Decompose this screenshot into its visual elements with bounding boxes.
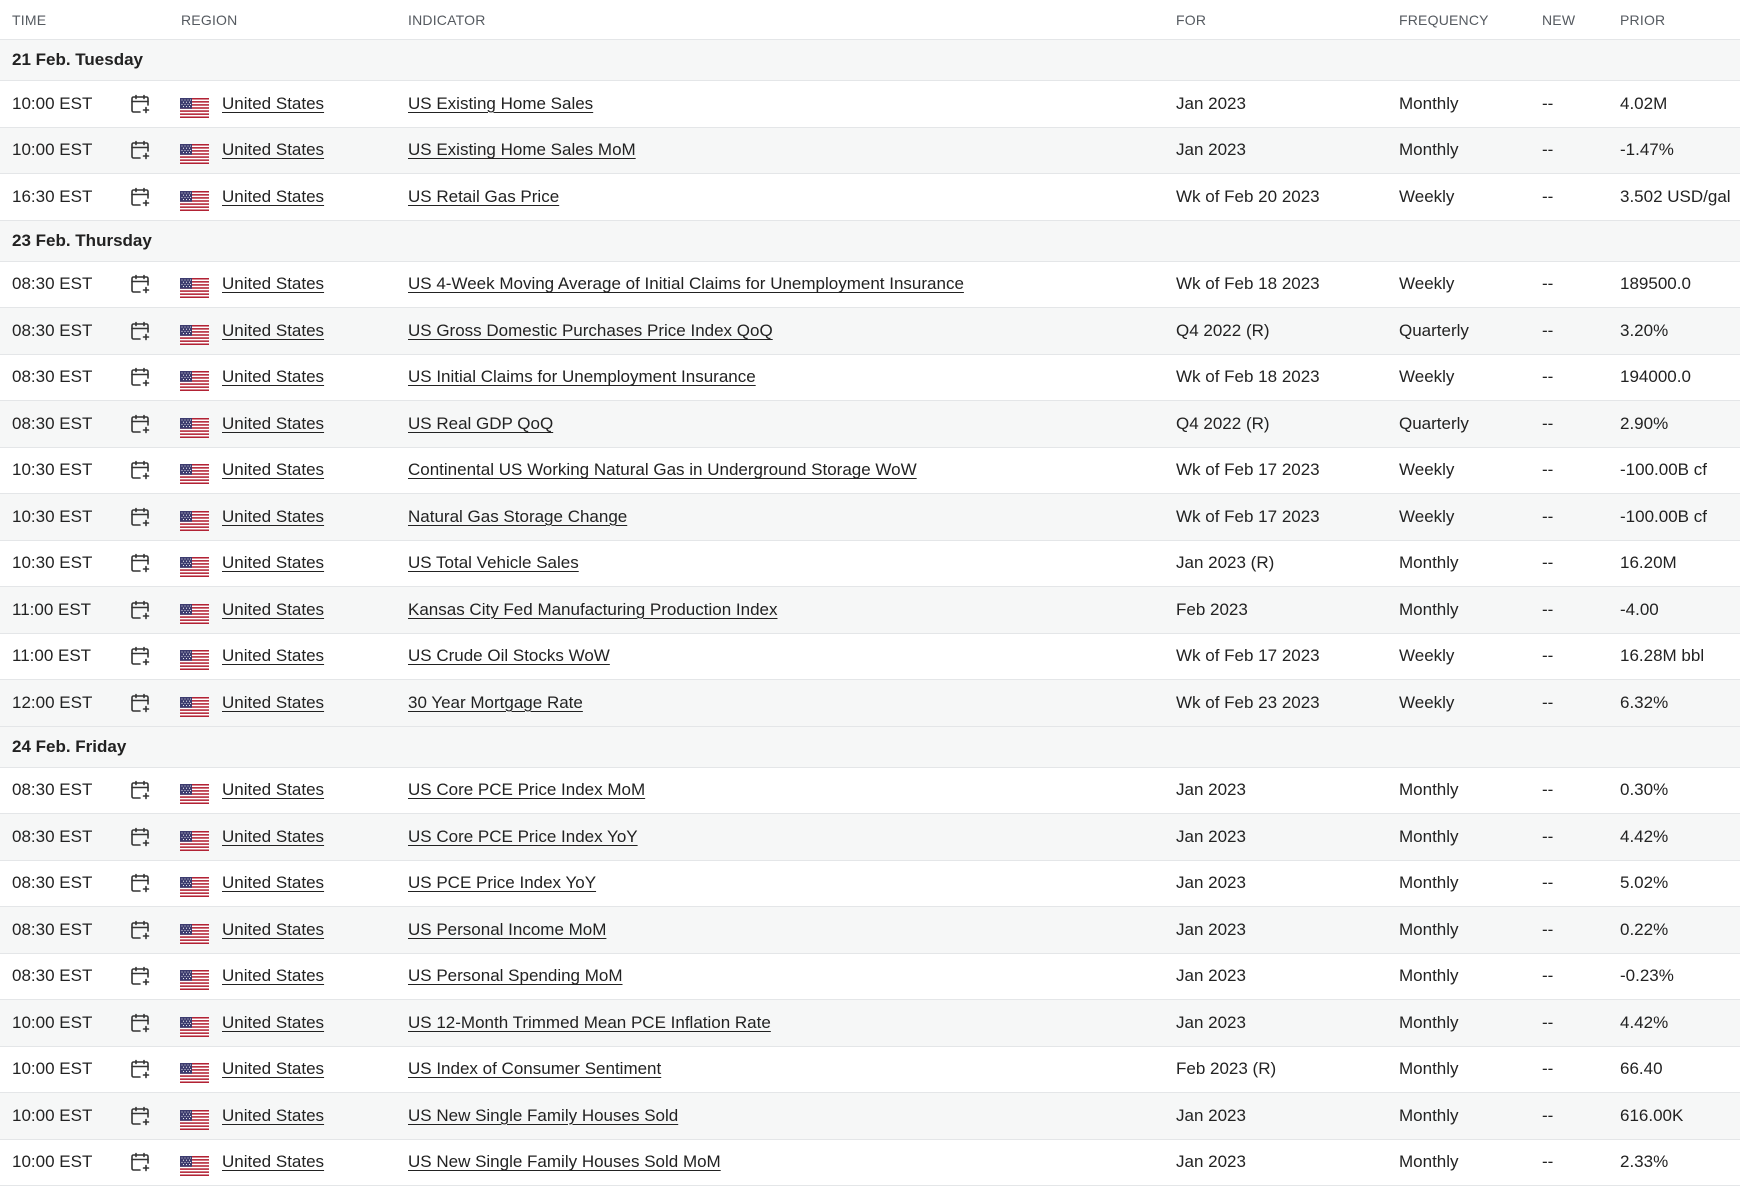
new-value: -- (1542, 413, 1554, 433)
calendar-add-icon[interactable] (129, 366, 151, 388)
new-value: -- (1542, 320, 1554, 340)
date-group-header (0, 221, 1740, 262)
period-for: Jan 2023 (1176, 140, 1246, 160)
indicator-link[interactable]: US Core PCE Price Index YoY (408, 826, 638, 846)
indicator-link[interactable]: US Gross Domestic Purchases Price Index QoQ (408, 320, 773, 340)
indicator-link[interactable]: US Total Vehicle Sales (408, 553, 579, 573)
new-value: -- (1542, 140, 1554, 160)
table-row (0, 768, 1740, 815)
region-link[interactable]: United States (222, 93, 325, 113)
column-header-new[interactable]: NEW (1542, 11, 1576, 28)
table-row (0, 81, 1740, 128)
prior-value: 16.28M bbl (1620, 646, 1705, 666)
release-time: 08:30 EST (12, 873, 93, 893)
calendar-add-icon[interactable] (129, 919, 151, 941)
period-for: Wk of Feb 23 2023 (1176, 692, 1320, 712)
calendar-add-icon[interactable] (129, 186, 151, 208)
prior-value: 4.02M (1620, 93, 1668, 113)
us-flag-icon (180, 191, 209, 211)
region-link[interactable]: United States (222, 460, 325, 480)
new-value: -- (1542, 873, 1554, 893)
table-row (0, 308, 1740, 355)
frequency: Monthly (1399, 140, 1459, 160)
release-time: 16:30 EST (12, 186, 93, 206)
period-for: Jan 2023 (1176, 1105, 1246, 1125)
period-for: Wk of Feb 18 2023 (1176, 367, 1320, 387)
release-time: 08:30 EST (12, 780, 93, 800)
period-for: Jan 2023 (1176, 873, 1246, 893)
prior-value: 0.30% (1620, 780, 1669, 800)
release-time: 10:00 EST (12, 1152, 93, 1172)
release-time: 11:00 EST (12, 646, 92, 666)
region-link[interactable]: United States (222, 1059, 325, 1079)
indicator-link[interactable]: Continental US Working Natural Gas in Underground Storage WoW (408, 460, 917, 480)
table-row (0, 680, 1740, 727)
frequency: Monthly (1399, 826, 1459, 846)
new-value: -- (1542, 780, 1554, 800)
prior-value: -4.00 (1620, 599, 1659, 619)
prior-value: -0.23% (1620, 966, 1674, 986)
table-row (0, 1140, 1740, 1186)
region-link[interactable]: United States (222, 367, 325, 387)
us-flag-icon (180, 604, 209, 624)
prior-value: 5.02% (1620, 873, 1669, 893)
us-flag-icon (180, 325, 209, 345)
table-row (0, 448, 1740, 495)
column-header-time[interactable]: TIME (12, 11, 47, 28)
prior-value: -100.00B cf (1620, 506, 1707, 526)
us-flag-icon (180, 144, 209, 164)
calendar-add-icon[interactable] (129, 273, 151, 295)
column-header-prior[interactable]: PRIOR (1620, 11, 1666, 28)
frequency: Quarterly (1399, 413, 1469, 433)
calendar-add-icon[interactable] (129, 779, 151, 801)
indicator-link[interactable]: US Index of Consumer Sentiment (408, 1059, 662, 1079)
us-flag-icon (180, 418, 209, 438)
calendar-add-icon[interactable] (129, 139, 151, 161)
indicator-link[interactable]: US Existing Home Sales (408, 93, 594, 113)
period-for: Wk of Feb 17 2023 (1176, 506, 1320, 526)
release-time: 10:00 EST (12, 140, 93, 160)
new-value: -- (1542, 599, 1554, 619)
table-row (0, 587, 1740, 634)
table-row (0, 541, 1740, 588)
release-time: 10:00 EST (12, 1105, 93, 1125)
release-time: 08:30 EST (12, 966, 93, 986)
indicator-link[interactable]: Natural Gas Storage Change (408, 506, 628, 526)
period-for: Jan 2023 (1176, 780, 1246, 800)
prior-value: -100.00B cf (1620, 460, 1707, 480)
table-row (0, 355, 1740, 402)
region-link[interactable]: United States (222, 1105, 325, 1125)
column-header-for[interactable]: FOR (1176, 11, 1207, 28)
us-flag-icon (180, 1156, 209, 1176)
prior-value: 4.42% (1620, 826, 1669, 846)
indicator-link[interactable]: US Real GDP QoQ (408, 413, 554, 433)
region-link[interactable]: United States (222, 873, 325, 893)
us-flag-icon (180, 877, 209, 897)
period-for: Jan 2023 (1176, 1012, 1246, 1032)
region-link[interactable]: United States (222, 1152, 325, 1172)
table-body (0, 40, 1740, 1186)
indicator-link[interactable]: US New Single Family Houses Sold MoM (408, 1152, 721, 1172)
release-time: 08:30 EST (12, 367, 93, 387)
calendar-add-icon[interactable] (129, 872, 151, 894)
prior-value: 2.33% (1620, 1152, 1669, 1172)
prior-value: -1.47% (1620, 140, 1674, 160)
period-for: Jan 2023 (R) (1176, 553, 1275, 573)
period-for: Jan 2023 (1176, 1152, 1246, 1172)
frequency: Weekly (1399, 692, 1455, 712)
calendar-add-icon[interactable] (129, 506, 151, 528)
calendar-add-icon[interactable] (129, 552, 151, 574)
release-time: 12:00 EST (12, 692, 93, 712)
period-for: Jan 2023 (1176, 966, 1246, 986)
calendar-add-icon[interactable] (129, 599, 151, 621)
region-link[interactable]: United States (222, 646, 325, 666)
table-row (0, 1047, 1740, 1094)
prior-value: 194000.0 (1620, 367, 1691, 387)
new-value: -- (1542, 93, 1554, 113)
period-for: Jan 2023 (1176, 826, 1246, 846)
frequency: Monthly (1399, 1105, 1459, 1125)
release-time: 10:00 EST (12, 1059, 93, 1079)
new-value: -- (1542, 692, 1554, 712)
frequency: Quarterly (1399, 320, 1469, 340)
period-for: Wk of Feb 18 2023 (1176, 274, 1320, 294)
calendar-add-icon[interactable] (129, 826, 151, 848)
release-time: 08:30 EST (12, 413, 93, 433)
prior-value: 66.40 (1620, 1059, 1663, 1079)
us-flag-icon (180, 511, 209, 531)
table-row (0, 907, 1740, 954)
calendar-add-icon[interactable] (129, 692, 151, 714)
frequency: Monthly (1399, 553, 1459, 573)
us-flag-icon (180, 557, 209, 577)
prior-value: 0.22% (1620, 919, 1669, 939)
release-time: 10:00 EST (12, 93, 93, 113)
region-link[interactable]: United States (222, 320, 325, 340)
prior-value: 616.00K (1620, 1105, 1684, 1125)
prior-value: 3.20% (1620, 320, 1669, 340)
indicator-link[interactable]: US 4-Week Moving Average of Initial Claims for Unemployment Insurance (408, 274, 964, 294)
region-link[interactable]: United States (222, 1012, 325, 1032)
release-time: 10:30 EST (12, 553, 93, 573)
period-for: Wk of Feb 17 2023 (1176, 646, 1320, 666)
table-header (0, 0, 1740, 40)
release-time: 08:30 EST (12, 274, 93, 294)
new-value: -- (1542, 186, 1554, 206)
period-for: Q4 2022 (R) (1176, 320, 1270, 340)
us-flag-icon (180, 697, 209, 717)
prior-value: 189500.0 (1620, 274, 1691, 294)
period-for: Jan 2023 (1176, 93, 1246, 113)
region-link[interactable]: United States (222, 826, 325, 846)
indicator-link[interactable]: US Initial Claims for Unemployment Insurance (408, 367, 756, 387)
frequency: Weekly (1399, 274, 1455, 294)
frequency: Monthly (1399, 599, 1459, 619)
region-link[interactable]: United States (222, 553, 325, 573)
new-value: -- (1542, 1059, 1554, 1079)
date-group-label: 24 Feb. Friday (12, 736, 127, 756)
indicator-link[interactable]: Kansas City Fed Manufacturing Production Index (408, 599, 778, 619)
us-flag-icon (180, 970, 209, 990)
new-value: -- (1542, 274, 1554, 294)
region-link[interactable]: United States (222, 919, 325, 939)
frequency: Monthly (1399, 919, 1459, 939)
new-value: -- (1542, 646, 1554, 666)
us-flag-icon (180, 1063, 209, 1083)
us-flag-icon (180, 924, 209, 944)
calendar-add-icon[interactable] (129, 1012, 151, 1034)
table-row (0, 634, 1740, 681)
date-group-header (0, 727, 1740, 768)
column-header-region[interactable]: REGION (181, 11, 238, 28)
date-group-label: 23 Feb. Thursday (12, 230, 152, 250)
calendar-add-icon[interactable] (129, 1105, 151, 1127)
calendar-add-icon[interactable] (129, 1151, 151, 1173)
indicator-link[interactable]: US Core PCE Price Index MoM (408, 780, 646, 800)
indicator-link[interactable]: US Personal Income MoM (408, 919, 607, 939)
indicator-link[interactable]: US 12-Month Trimmed Mean PCE Inflation Rate (408, 1012, 771, 1032)
table-row (0, 814, 1740, 861)
prior-value: 16.20M (1620, 553, 1677, 573)
frequency: Monthly (1399, 1152, 1459, 1172)
column-header-indicator[interactable]: INDICATOR (408, 11, 486, 28)
new-value: -- (1542, 506, 1554, 526)
column-header-frequency[interactable]: FREQUENCY (1399, 11, 1489, 28)
us-flag-icon (180, 278, 209, 298)
new-value: -- (1542, 1012, 1554, 1032)
us-flag-icon (180, 650, 209, 670)
frequency: Monthly (1399, 1012, 1459, 1032)
date-group-header (0, 40, 1740, 81)
table-row (0, 174, 1740, 221)
region-link[interactable]: United States (222, 140, 325, 160)
table-row (0, 1093, 1740, 1140)
table-row (0, 1000, 1740, 1047)
release-time: 10:00 EST (12, 1012, 93, 1032)
frequency: Monthly (1399, 93, 1459, 113)
frequency: Weekly (1399, 367, 1455, 387)
prior-value: 2.90% (1620, 413, 1669, 433)
new-value: -- (1542, 826, 1554, 846)
indicator-link[interactable]: US Existing Home Sales MoM (408, 140, 636, 160)
prior-value: 3.502 USD/gal (1620, 186, 1731, 206)
region-link[interactable]: United States (222, 780, 325, 800)
us-flag-icon (180, 831, 209, 851)
calendar-add-icon[interactable] (129, 93, 151, 115)
frequency: Monthly (1399, 780, 1459, 800)
release-time: 08:30 EST (12, 826, 93, 846)
indicator-link[interactable]: US Crude Oil Stocks WoW (408, 646, 610, 666)
calendar-add-icon[interactable] (129, 1058, 151, 1080)
table-row (0, 262, 1740, 309)
period-for: Wk of Feb 17 2023 (1176, 460, 1320, 480)
frequency: Monthly (1399, 966, 1459, 986)
region-link[interactable]: United States (222, 966, 325, 986)
calendar-add-icon[interactable] (129, 413, 151, 435)
frequency: Monthly (1399, 1059, 1459, 1079)
us-flag-icon (180, 784, 209, 804)
release-time: 10:30 EST (12, 506, 93, 526)
period-for: Feb 2023 (1176, 599, 1248, 619)
us-flag-icon (180, 371, 209, 391)
indicator-link[interactable]: US Retail Gas Price (408, 186, 560, 206)
table-row (0, 861, 1740, 908)
period-for: Wk of Feb 20 2023 (1176, 186, 1320, 206)
period-for: Feb 2023 (R) (1176, 1059, 1277, 1079)
period-for: Q4 2022 (R) (1176, 413, 1270, 433)
us-flag-icon (180, 1110, 209, 1130)
us-flag-icon (180, 464, 209, 484)
frequency: Weekly (1399, 186, 1455, 206)
calendar-add-icon[interactable] (129, 459, 151, 481)
region-link[interactable]: United States (222, 692, 325, 712)
table-row (0, 954, 1740, 1001)
prior-value: 6.32% (1620, 692, 1669, 712)
indicator-link[interactable]: US New Single Family Houses Sold (408, 1105, 679, 1125)
indicator-link[interactable]: 30 Year Mortgage Rate (408, 692, 583, 712)
table-row (0, 401, 1740, 448)
frequency: Monthly (1399, 873, 1459, 893)
new-value: -- (1542, 367, 1554, 387)
us-flag-icon (180, 1017, 209, 1037)
new-value: -- (1542, 460, 1554, 480)
table-row (0, 494, 1740, 541)
release-time: 08:30 EST (12, 320, 93, 340)
release-time: 11:00 EST (12, 599, 92, 619)
frequency: Weekly (1399, 506, 1455, 526)
calendar-add-icon[interactable] (129, 965, 151, 987)
date-group-label: 21 Feb. Tuesday (12, 50, 144, 69)
region-link[interactable]: United States (222, 599, 325, 619)
us-flag-icon (180, 98, 209, 118)
new-value: -- (1542, 919, 1554, 939)
new-value: -- (1542, 966, 1554, 986)
frequency: Weekly (1399, 460, 1455, 480)
period-for: Jan 2023 (1176, 919, 1246, 939)
region-link[interactable]: United States (222, 506, 325, 526)
calendar-add-icon[interactable] (129, 320, 151, 342)
region-link[interactable]: United States (222, 413, 325, 433)
region-link[interactable]: United States (222, 274, 325, 294)
release-time: 08:30 EST (12, 919, 93, 939)
table-row (0, 128, 1740, 175)
calendar-add-icon[interactable] (129, 645, 151, 667)
new-value: -- (1542, 1105, 1554, 1125)
region-link[interactable]: United States (222, 186, 325, 206)
frequency: Weekly (1399, 646, 1455, 666)
indicator-link[interactable]: US Personal Spending MoM (408, 966, 623, 986)
prior-value: 4.42% (1620, 1012, 1669, 1032)
release-time: 10:30 EST (12, 460, 93, 480)
new-value: -- (1542, 1152, 1554, 1172)
indicator-link[interactable]: US PCE Price Index YoY (408, 873, 597, 893)
new-value: -- (1542, 553, 1554, 573)
